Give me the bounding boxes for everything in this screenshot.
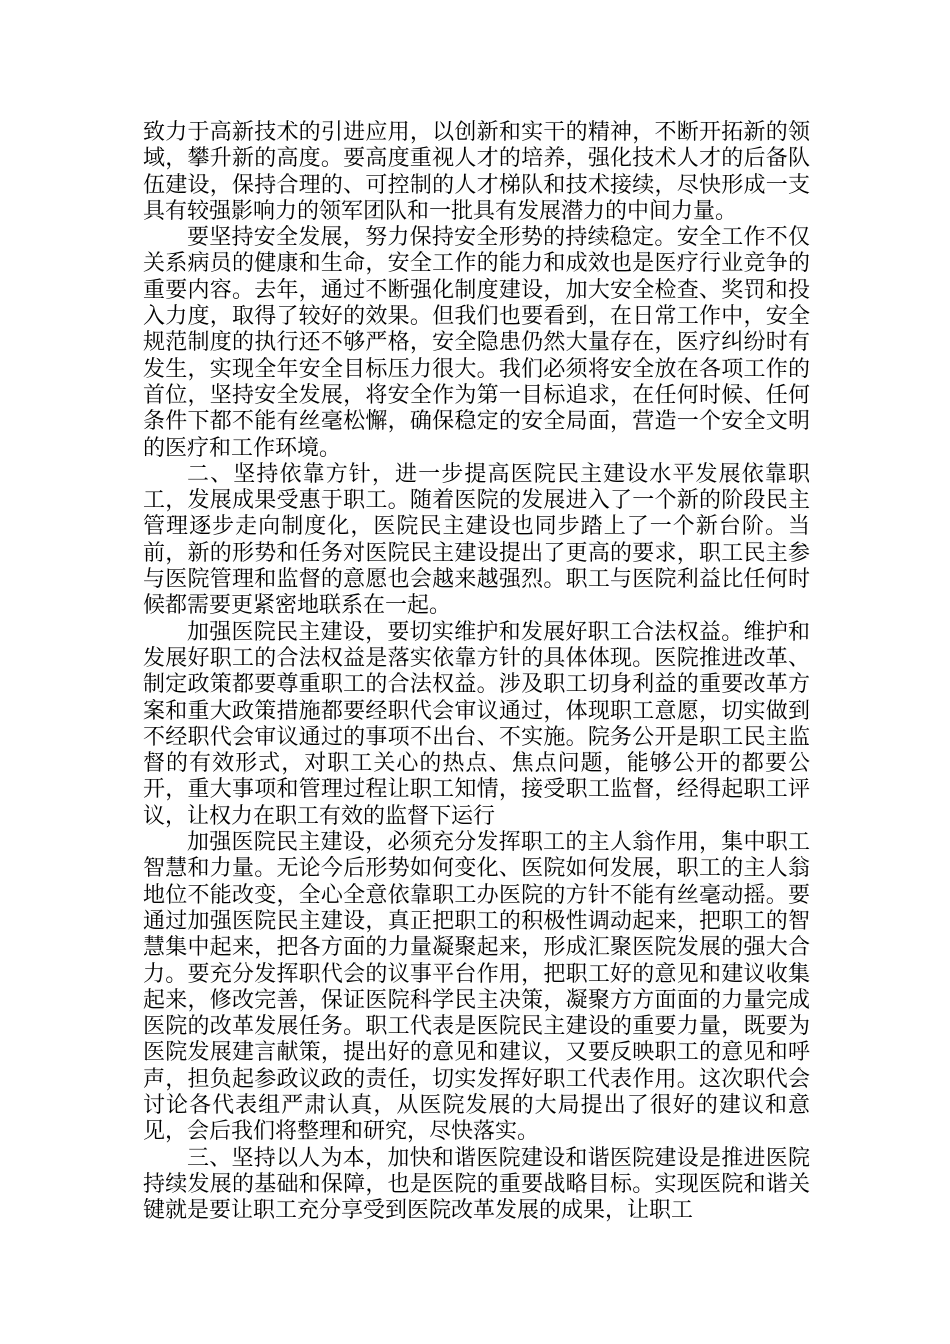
paragraph-worker-ownership: 加强医院民主建设，必须充分发挥职工的主人翁作用，集中职工智慧和力量。无论今后形势如何变化、医院如何发展，职工的主人翁地位不能改变，全心全意依靠职工办医院的方针不能有丝毫动摇。要通过加强医院民主建设，真正把职工的积极性调动起来，把职工的智慧集中起来，把各方面的力量凝聚起来，形成汇聚医院发展的强大合力。要充分发挥职代会的议事平台作用，把职工好的意见和建议收集起来，修改完善，保证医院科学民主决策，凝聚方方面面的力量完成医院的改革发展任务。职工代表是医院民主建设的重要力量，既要为医院发展建言献策，提出好的意见和建议，又要反映职工的意见和呼声，担负起参政议政的责任，切实发挥好职工代表作用。这次职代会讨论各代表组严肃认真，从医院发展的大局提出了很好的建议和意见，会后我们将整理和研究，尽快落实。 [143,830,810,1145]
paragraph-continued: 致力于高新技术的引进应用，以创新和实干的精神，不断开拓新的领域，攀升新的高度。要高度重视人才的培养，强化技术人才的后备队伍建设，保持合理的、可控制的人才梯队和技术接续，尽快形成一支具有较强影响力的领军团队和一批具有发展潜力的中间力量。 [143,120,810,224]
paragraph-safety-development: 要坚持安全发展，努力保持安全形势的持续稳定。安全工作不仅关系病员的健康和生命，安全工作的能力和成效也是医疗行业竞争的重要内容。去年，通过不断强化制度建设，加大安全检查、奖罚和投入力度，取得了较好的效果。但我们也要看到，在日常工作中，安全规范制度的执行还不够严格，安全隐患仍然大量存在，医疗纠纷时有发生，实现全年安全目标压力很大。我们必须将安全放在各项工作的首位，坚持安全发展，将安全作为第一目标追求，在任何时候、任何条件下都不能有丝毫松懈，确保稳定的安全局面，营造一个安全文明的医疗和工作环境。 [143,225,810,461]
paragraph-section-two: 二、坚持依靠方针，进一步提高医院民主建设水平发展依靠职工，发展成果受惠于职工。随着医院的发展进入了一个新的阶段民主管理逐步走向制度化，医院民主建设也同步踏上了一个新台阶。当前，新的形势和任务对医院民主建设提出了更高的要求，职工民主参与医院管理和监督的意愿也会越来越强烈。职工与医院利益比任何时候都需要更紧密地联系在一起。 [143,461,810,619]
paragraph-worker-rights: 加强医院民主建设，要切实维护和发展好职工合法权益。维护和发展好职工的合法权益是落实依靠方针的具体体现。医院推进改革、制定政策都要尊重职工的合法权益。涉及职工切身利益的重要改革方案和重大政策措施都要经职代会审议通过，体现职工意愿，切实做到不经职代会审议通过的事项不出台、不实施。院务公开是职工民主监督的有效形式，对职工关心的热点、焦点问题，能够公开的都要公开，重大事项和管理过程让职工知情，接受职工监督，经得起职工评议，让权力在职工有效的监督下运行 [143,619,810,829]
paragraph-section-three: 三、坚持以人为本，加快和谐医院建设和谐医院建设是推进医院持续发展的基础和保障，也是医院的重要战略目标。实现医院和谐关键就是要让职工充分享受到医院改革发展的成果，让职工 [143,1145,810,1224]
document-page [143,120,810,1224]
